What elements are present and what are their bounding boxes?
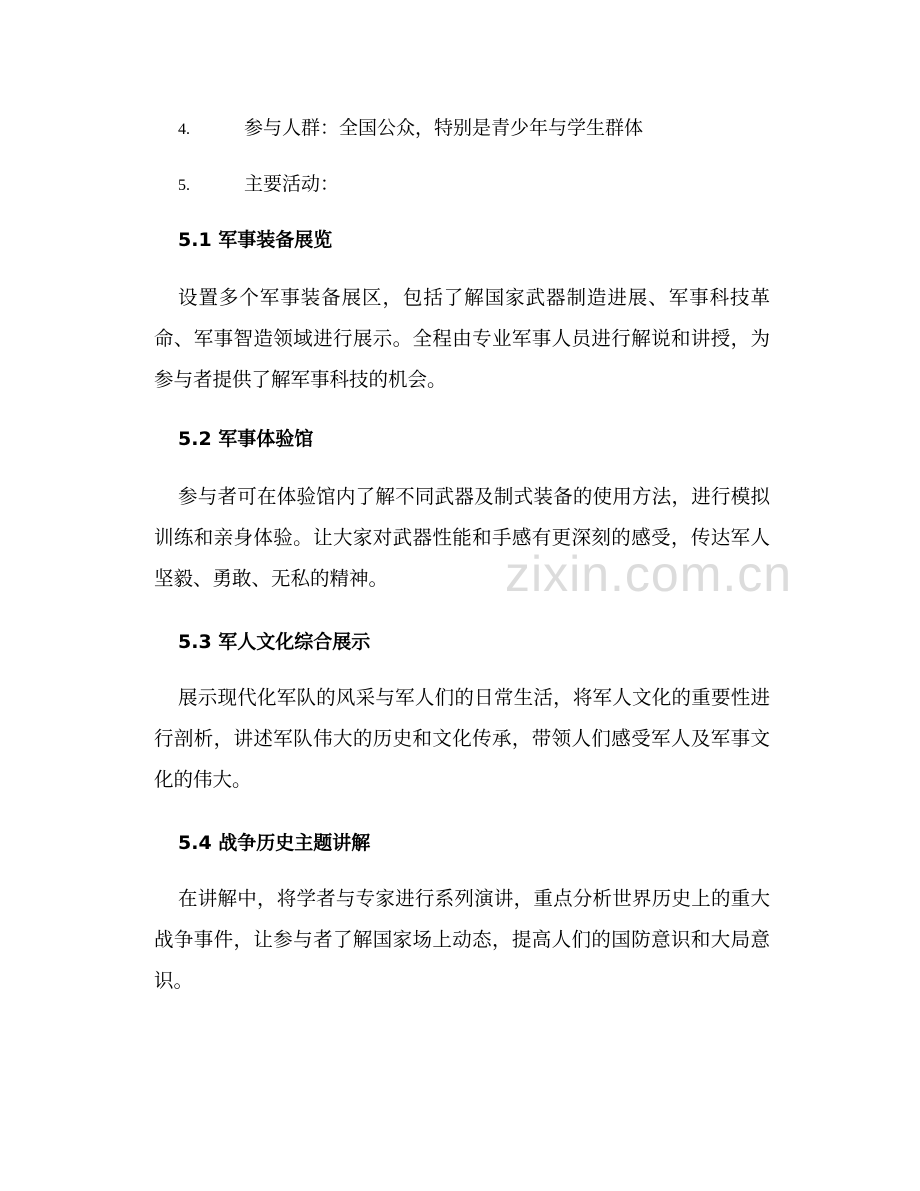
section-heading-experience-hall: 5.2 军事体验馆 [178, 428, 314, 450]
section-body-military-culture: 展示现代化军队的风采与军人们的日常生活，将军人文化的重要性进行剖析，讲述军队伟大的历史和文化传承，带领人们感受军人及军事文化的伟大。 [154, 686, 770, 791]
list-text: 参与人群：全国公众，特别是青少年与学生群体 [244, 117, 644, 139]
list-item-main-activities [178, 169, 339, 199]
watermark: zixin.com.cn [505, 546, 793, 602]
list-text: 主要活动： [244, 173, 340, 195]
section-heading-equipment-exhibition: 5.1 军事装备展览 [178, 229, 333, 251]
list-number: 4. [178, 121, 190, 138]
section-body-equipment-exhibition: 设置多个军事装备展区，包括了解国家武器制造进展、军事科技革命、军事智造领域进行展示。全程由专业军事人员进行解说和讲授，为参与者提供了解军事科技的机会。 [154, 286, 770, 391]
section-body-war-history: 在讲解中，将学者与专家进行系列演讲，重点分析世界历史上的重大战争事件，让参与者了解国家场上动态，提高人们的国防意识和大局意识。 [154, 887, 770, 992]
section-heading-war-history: 5.4 战争历史主题讲解 [178, 832, 371, 854]
list-item-participants [178, 113, 643, 143]
list-number: 5. [178, 177, 190, 194]
section-heading-military-culture: 5.3 军人文化综合展示 [178, 631, 371, 653]
section-body-experience-hall: 参与者可在体验馆内了解不同武器及制式装备的使用方法，进行模拟训练和亲身体验。让大家对武器性能和手感有更深刻的感受，传达军人坚毅、勇敢、无私的精神。 [154, 485, 770, 590]
